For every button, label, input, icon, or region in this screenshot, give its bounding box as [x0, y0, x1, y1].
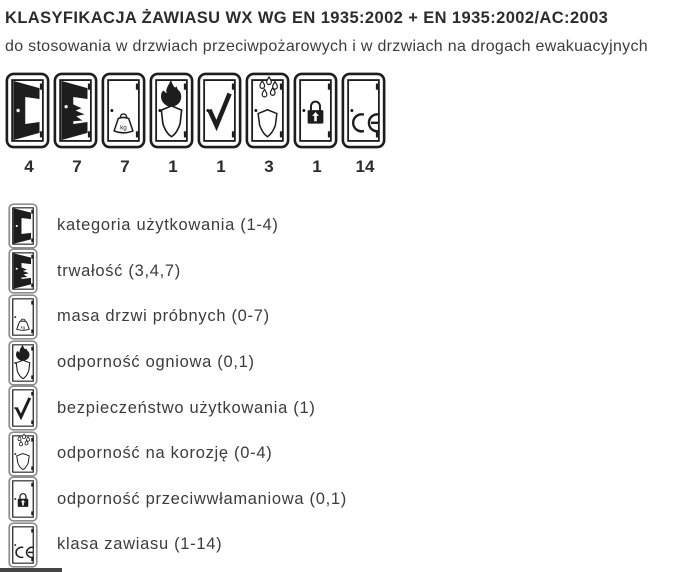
page-subtitle: do stosowania w drzwiach przeciwpożarowych i w drzwiach na drogach ewakuacyjnych	[5, 38, 648, 55]
cropped-next-section-edge	[0, 568, 62, 572]
pictogram-class-value: 14	[355, 157, 375, 176]
pictogram-class-value: 3	[264, 157, 274, 176]
pictogram-class-value: 1	[216, 157, 226, 176]
door-broken-icon	[53, 72, 98, 149]
pictogram-tile	[5, 72, 50, 149]
ce-mark-icon	[8, 522, 38, 568]
legend-list	[8, 203, 690, 568]
legend-row	[8, 385, 690, 431]
rain-shield-icon	[8, 431, 38, 477]
pictogram-class-value: 7	[72, 157, 82, 176]
fire-shield-icon	[8, 340, 38, 386]
legend-label: odporność na korozję (0-4)	[57, 444, 273, 463]
door-broken-icon	[8, 248, 38, 294]
legend-label: kategoria użytkowania (1-4)	[57, 216, 279, 235]
padlock-icon	[8, 476, 38, 522]
door-open-icon	[5, 72, 50, 149]
legend-label: klasa zawiasu (1-14)	[57, 535, 223, 554]
legend-label: bezpieczeństwo użytkowania (1)	[57, 398, 316, 417]
page-title: KLASYFIKACJA ŻAWIASU WX WG EN 1935:2002 + EN 1935:2002/AC:2003	[5, 9, 609, 27]
checkmark-icon	[197, 72, 242, 149]
pictogram-tile	[293, 72, 338, 149]
door-open-icon	[8, 203, 38, 249]
padlock-icon	[293, 72, 338, 149]
pictogram-tile	[53, 72, 98, 149]
pictogram-tile	[101, 72, 146, 149]
fire-shield-icon	[149, 72, 194, 149]
pictogram-tile	[149, 72, 194, 149]
rain-shield-icon	[245, 72, 290, 149]
pictogram-class-value: 7	[120, 157, 130, 176]
legend-row	[8, 203, 690, 249]
pictogram-tile	[341, 72, 386, 149]
legend-row	[8, 340, 690, 386]
legend-row	[8, 522, 690, 568]
pictogram-class-value: 1	[312, 157, 322, 176]
legend-row	[8, 294, 690, 340]
legend-row	[8, 431, 690, 477]
ce-mark-icon	[341, 72, 386, 149]
legend-row	[8, 477, 690, 523]
legend-row	[8, 249, 690, 295]
weight-kg-icon	[101, 72, 146, 149]
checkmark-icon	[8, 385, 38, 431]
legend-label: trwałość (3,4,7)	[57, 261, 181, 280]
pictogram-class-value: 4	[24, 157, 34, 176]
legend-label: odporność przeciwwłamaniowa (0,1)	[57, 489, 347, 508]
legend-label: masa drzwi próbnych (0-7)	[57, 307, 270, 326]
pictogram-tile	[245, 72, 290, 149]
pictogram-row	[5, 72, 690, 149]
pictogram-values-row	[5, 157, 690, 177]
legend-label: odporność ogniowa (0,1)	[57, 353, 255, 372]
weight-kg-icon	[8, 294, 38, 340]
pictogram-tile	[197, 72, 242, 149]
pictogram-class-value: 1	[168, 157, 178, 176]
